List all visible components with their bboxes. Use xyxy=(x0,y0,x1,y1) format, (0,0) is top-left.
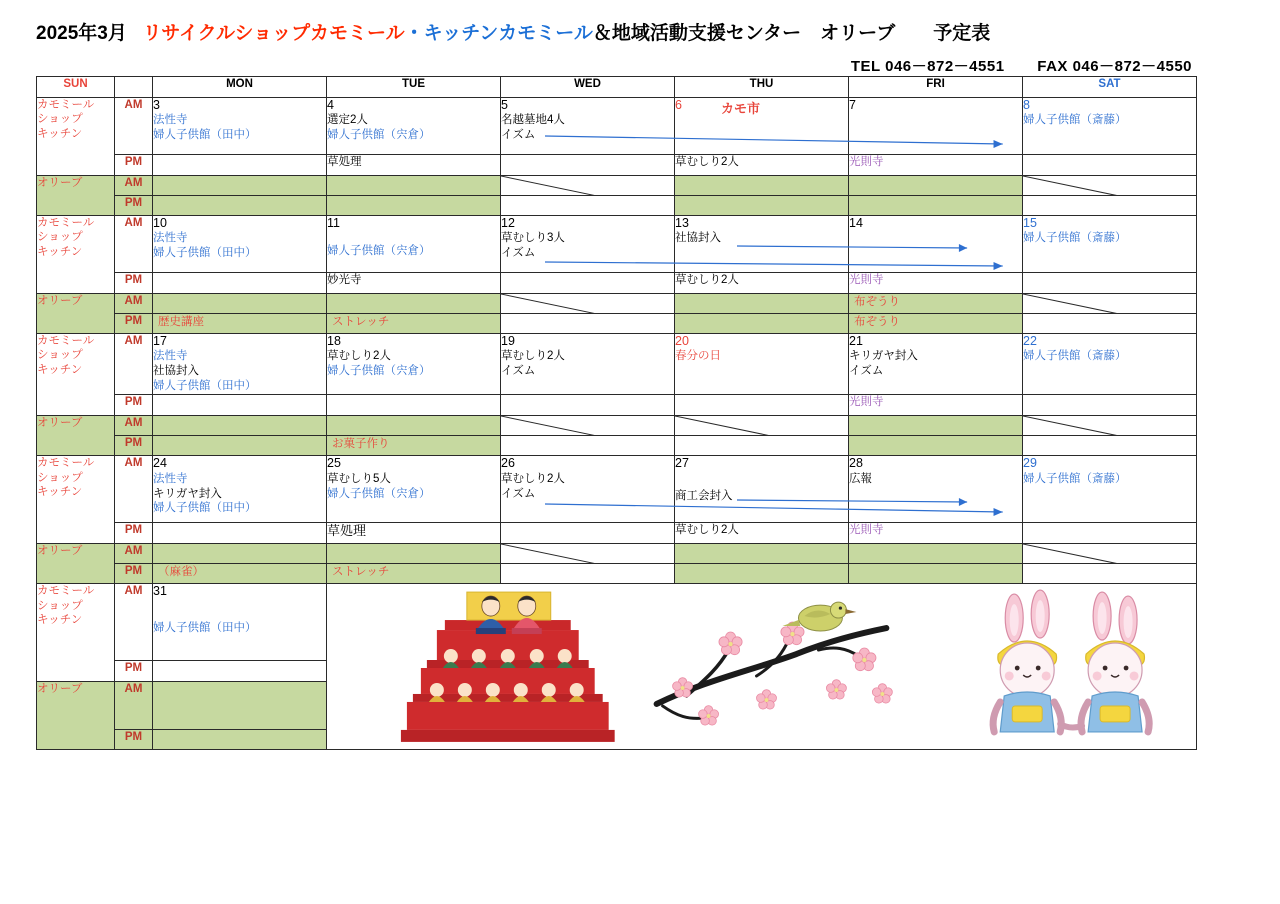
event-text: ストレッチ xyxy=(332,316,390,328)
rabbit-pair-illustration xyxy=(993,590,1149,732)
week-4-pm-row xyxy=(37,523,1197,544)
ampm-pm-1: PM xyxy=(115,155,153,176)
event-text: 婦人子供館（宍倉） xyxy=(327,129,431,142)
day-cell-27[interactable] xyxy=(675,456,849,523)
column-header-sat: SAT xyxy=(1023,77,1197,98)
day-cell-5[interactable] xyxy=(501,98,675,155)
column-header-ampm xyxy=(115,77,153,98)
event-text: 光則寺 xyxy=(849,524,884,537)
event-text: 婦人子供館（斎藤） xyxy=(1023,472,1127,485)
day-number: 21 xyxy=(849,334,863,348)
day-pm-7[interactable] xyxy=(849,155,1023,176)
ampm-olive-am-4: AM xyxy=(115,544,153,564)
label-line-3: キッチン xyxy=(37,613,83,626)
event-text: （麻雀） xyxy=(158,566,204,579)
day-cell-24[interactable] xyxy=(153,456,327,523)
day-cell-3[interactable] xyxy=(153,98,327,155)
day-cell-10[interactable] xyxy=(153,216,327,273)
label-line-2: ショップ xyxy=(37,113,83,126)
ampm-olive-pm-4: PM xyxy=(115,564,153,584)
page-title xyxy=(36,18,1236,45)
column-header-mon: MON xyxy=(153,77,327,98)
day-number: 14 xyxy=(849,216,863,230)
olive-pm-sat-3[interactable] xyxy=(1023,436,1197,456)
olive-am-fri-1[interactable] xyxy=(849,176,1023,196)
plum-branch-illustration xyxy=(657,602,893,725)
week-1-am-row xyxy=(37,98,1197,155)
week-3-olive-am-row xyxy=(37,416,1197,436)
week-3-am-row xyxy=(37,334,1197,395)
day-cell-25[interactable] xyxy=(327,456,501,523)
day-pm-15[interactable] xyxy=(1023,273,1197,294)
event-text: 婦人子供館（宍倉） xyxy=(327,365,431,378)
olive-am-wed-2[interactable] xyxy=(501,294,675,314)
olive-pm-tue-2[interactable] xyxy=(327,314,501,334)
seasonal-illustration xyxy=(327,584,1196,744)
day-cell-20[interactable] xyxy=(675,334,849,395)
olive-am-mon-4[interactable] xyxy=(153,544,327,564)
event-text: 布ぞうり xyxy=(854,316,900,328)
event-text: 婦人子供館（田中） xyxy=(153,247,257,260)
event-text: イズム xyxy=(501,365,536,378)
event-text: 婦人子供館（宍倉） xyxy=(327,487,431,500)
week-2-am-row xyxy=(37,216,1197,273)
week-4-olive-pm-row xyxy=(37,564,1197,584)
ampm-olive-pm-5: PM xyxy=(115,729,153,749)
event-text: キリガヤ封入 xyxy=(849,350,918,363)
day-number: 24 xyxy=(153,456,167,471)
day-number: 17 xyxy=(153,334,167,348)
row-label-olive-3: オリーブ xyxy=(37,416,115,456)
day-number: 19 xyxy=(501,334,515,348)
event-text: 社協封入 xyxy=(153,365,199,378)
event-text: 社協封入 xyxy=(675,232,721,245)
event-text: 草むしり2人 xyxy=(501,350,565,363)
tel-number: TEL 046－872－4551 xyxy=(850,58,1005,75)
event-text: 布ぞうり xyxy=(854,296,900,308)
day-cell-21[interactable] xyxy=(849,334,1023,395)
ampm-pm-5: PM xyxy=(115,661,153,682)
day-number: 20 xyxy=(675,334,689,348)
week-3-pm-row xyxy=(37,395,1197,416)
day-pm-22[interactable] xyxy=(1023,395,1197,416)
olive-am-mon-5[interactable] xyxy=(153,682,327,729)
label-line-2: ショップ xyxy=(37,471,83,484)
row-label-kamomile-3 xyxy=(37,334,115,416)
day-number: 15 xyxy=(1023,216,1037,230)
day-pm-17[interactable] xyxy=(153,395,327,416)
event-text: 光則寺 xyxy=(849,156,884,168)
day-cell-26[interactable] xyxy=(501,456,675,523)
day-number: 11 xyxy=(327,216,340,230)
day-number: 18 xyxy=(327,334,341,348)
olive-am-mon-2[interactable] xyxy=(153,294,327,314)
event-text: 婦人子供館（田中） xyxy=(153,621,257,634)
olive-pm-mon-3[interactable] xyxy=(153,436,327,456)
row-label-kamomile-2 xyxy=(37,216,115,294)
day-pm-26[interactable] xyxy=(501,523,675,544)
day-pm-11[interactable] xyxy=(327,273,501,294)
label-line-3: キッチン xyxy=(37,245,83,258)
day-number: 3 xyxy=(153,98,160,112)
olive-pm-wed-1[interactable] xyxy=(501,196,675,216)
olive-am-sat-2[interactable] xyxy=(1023,294,1197,314)
olive-am-thu-4[interactable] xyxy=(675,544,849,564)
day-pm-18[interactable] xyxy=(327,395,501,416)
event-text: 草むしり5人 xyxy=(327,472,391,485)
olive-am-sat-3[interactable] xyxy=(1023,416,1197,436)
week-3-olive-pm-row xyxy=(37,436,1197,456)
day-cell-22[interactable] xyxy=(1023,334,1197,395)
day-cell-6[interactable] xyxy=(675,98,849,155)
plum-blossoms xyxy=(673,622,893,725)
event-text: 草処理 xyxy=(327,156,362,168)
table-header-row xyxy=(37,77,1197,98)
olive-pm-thu-3[interactable] xyxy=(675,436,849,456)
event-text: 婦人子供館（宍倉） xyxy=(327,245,431,258)
day-cell-4[interactable] xyxy=(327,98,501,155)
olive-am-wed-4[interactable] xyxy=(501,544,675,564)
label-line-3: キッチン xyxy=(37,127,83,140)
ampm-olive-am-5: AM xyxy=(115,682,153,729)
title-olive-center: ＆地域活動支援センター オリーブ 予定表 xyxy=(592,23,991,44)
day-cell-18[interactable] xyxy=(327,334,501,395)
day-number: 7 xyxy=(849,98,856,112)
week-5-am-row xyxy=(37,584,1197,661)
day-pm-20[interactable] xyxy=(675,395,849,416)
ampm-pm-2: PM xyxy=(115,273,153,294)
event-text: 婦人子供館（斎藤） xyxy=(1023,232,1127,245)
day-number: 5 xyxy=(501,98,508,112)
ampm-olive-pm-2: PM xyxy=(115,314,153,334)
week-1-pm-row xyxy=(37,155,1197,176)
event-text: 歴史講座 xyxy=(158,316,204,328)
day-number: 12 xyxy=(501,216,515,230)
event-text: ストレッチ xyxy=(332,566,390,579)
day-cell-7[interactable] xyxy=(849,98,1023,155)
olive-am-tue-2[interactable] xyxy=(327,294,501,314)
fax-number: FAX 046－872－4550 xyxy=(1037,58,1192,75)
event-text: 婦人子供館（斎藤） xyxy=(1023,114,1127,127)
ampm-pm-4: PM xyxy=(115,523,153,544)
ampm-am-5: AM xyxy=(115,584,153,661)
day-pm-6[interactable] xyxy=(675,155,849,176)
column-header-wed: WED xyxy=(501,77,675,98)
ampm-pm-3: PM xyxy=(115,395,153,416)
day-cell-19[interactable] xyxy=(501,334,675,395)
label-line-2: ショップ xyxy=(37,349,83,362)
olive-am-thu-2[interactable] xyxy=(675,294,849,314)
event-text: イズム xyxy=(849,365,884,378)
day-cell-8[interactable] xyxy=(1023,98,1197,155)
olive-am-fri-4[interactable] xyxy=(849,544,1023,564)
ampm-olive-am-3: AM xyxy=(115,416,153,436)
title-recycle-shop: リサイクルショップカモミール xyxy=(142,23,405,44)
olive-pm-mon-2[interactable] xyxy=(153,314,327,334)
olive-pm-fri-4[interactable] xyxy=(849,564,1023,584)
day-pm-29[interactable] xyxy=(1023,523,1197,544)
event-text: 草むしり3人 xyxy=(501,232,565,245)
day-pm-12[interactable] xyxy=(501,273,675,294)
day-number: 22 xyxy=(1023,334,1037,348)
day-cell-12[interactable] xyxy=(501,216,675,273)
ampm-am-1: AM xyxy=(115,98,153,155)
olive-pm-sat-2[interactable] xyxy=(1023,314,1197,334)
event-text: 妙光寺 xyxy=(327,274,362,286)
olive-pm-mon-1[interactable] xyxy=(153,196,327,216)
event-text: 法性寺 xyxy=(153,114,188,127)
ampm-am-2: AM xyxy=(115,216,153,273)
row-label-olive-2: オリーブ xyxy=(37,294,115,334)
ampm-olive-am-2: AM xyxy=(115,294,153,314)
label-line-1: カモミール xyxy=(37,457,95,470)
day-pm-24[interactable] xyxy=(153,523,327,544)
label-line-2: ショップ xyxy=(37,599,83,612)
row-label-kamomile-5 xyxy=(37,584,115,682)
illustration-area xyxy=(327,584,1197,749)
day-number: 26 xyxy=(501,456,515,471)
olive-pm-tue-3[interactable] xyxy=(327,436,501,456)
event-text: 商工会封入 xyxy=(675,489,733,502)
label-line-1: カモミール xyxy=(37,585,95,598)
week-4-olive-am-row xyxy=(37,544,1197,564)
day-pm-31[interactable] xyxy=(153,661,327,682)
olive-pm-wed-3[interactable] xyxy=(501,436,675,456)
day-cell-31[interactable] xyxy=(153,584,327,661)
olive-am-tue-1[interactable] xyxy=(327,176,501,196)
week-2-olive-am-row xyxy=(37,294,1197,314)
event-text: キリガヤ封入 xyxy=(153,487,222,500)
olive-pm-thu-4[interactable] xyxy=(675,564,849,584)
day-pm-8[interactable] xyxy=(1023,155,1197,176)
day-pm-10[interactable] xyxy=(153,273,327,294)
event-text: イズム xyxy=(501,487,536,500)
olive-am-wed-1[interactable] xyxy=(501,176,675,196)
event-text: 光則寺 xyxy=(849,396,884,409)
event-text: イズム xyxy=(501,247,536,260)
olive-pm-mon-5[interactable] xyxy=(153,729,327,749)
day-pm-19[interactable] xyxy=(501,395,675,416)
olive-pm-tue-4[interactable] xyxy=(327,564,501,584)
event-text: 春分の日 xyxy=(675,350,721,363)
week-2-pm-row xyxy=(37,273,1197,294)
title-kitchen: キッチンカモミール xyxy=(423,23,593,44)
label-line-1: カモミール xyxy=(37,99,95,111)
day-pm-4[interactable] xyxy=(327,155,501,176)
day-number: 25 xyxy=(327,456,341,471)
row-label-kamomile-4 xyxy=(37,456,115,544)
label-line-1: カモミール xyxy=(37,335,95,347)
day-pm-13[interactable] xyxy=(675,273,849,294)
day-number: 28 xyxy=(849,456,863,471)
event-text: 婦人子供館（田中） xyxy=(153,129,257,142)
olive-pm-wed-4[interactable] xyxy=(501,564,675,584)
week-1-olive-am-row xyxy=(37,176,1197,196)
day-number: 13 xyxy=(675,216,689,230)
olive-pm-tue-1[interactable] xyxy=(327,196,501,216)
olive-pm-fri-2[interactable] xyxy=(849,314,1023,334)
olive-pm-sat-1[interactable] xyxy=(1023,196,1197,216)
label-line-3: キッチン xyxy=(37,485,83,498)
event-text: 法性寺 xyxy=(153,472,188,485)
week-4-am-row xyxy=(37,456,1197,523)
event-text: 法性寺 xyxy=(153,350,188,363)
olive-pm-wed-2[interactable] xyxy=(501,314,675,334)
day-number: 6 xyxy=(675,98,682,112)
event-text: イズム xyxy=(501,129,536,142)
day-number: 8 xyxy=(1023,98,1030,112)
event-text: 光則寺 xyxy=(849,274,884,286)
event-text: 草むしり2人 xyxy=(501,472,565,485)
row-label-olive-1: オリーブ xyxy=(37,176,115,216)
row-label-olive-4: オリーブ xyxy=(37,544,115,584)
column-header-fri: FRI xyxy=(849,77,1023,98)
event-text: カモ市 xyxy=(721,101,761,116)
event-text: 婦人子供館（田中） xyxy=(153,502,257,515)
event-text: 婦人子供館（斎藤） xyxy=(1023,350,1127,363)
ampm-olive-pm-1: PM xyxy=(115,196,153,216)
olive-am-sat-1[interactable] xyxy=(1023,176,1197,196)
day-number: 27 xyxy=(675,456,689,471)
event-text: 草むしり2人 xyxy=(675,156,739,168)
event-text: 草むしり2人 xyxy=(675,274,739,286)
event-text: 草むしり2人 xyxy=(327,350,391,363)
olive-am-thu-3[interactable] xyxy=(675,416,849,436)
olive-am-fri-3[interactable] xyxy=(849,416,1023,436)
ampm-am-3: AM xyxy=(115,334,153,395)
day-number: 31 xyxy=(153,584,167,599)
day-pm-21[interactable] xyxy=(849,395,1023,416)
day-number: 4 xyxy=(327,98,334,112)
title-dot: ・ xyxy=(404,23,424,44)
day-cell-14[interactable] xyxy=(849,216,1023,273)
olive-am-thu-1[interactable] xyxy=(675,176,849,196)
day-cell-28[interactable] xyxy=(849,456,1023,523)
olive-pm-thu-2[interactable] xyxy=(675,314,849,334)
olive-pm-sat-4[interactable] xyxy=(1023,564,1197,584)
day-pm-3[interactable] xyxy=(153,155,327,176)
label-line-2: ショップ xyxy=(37,231,83,244)
olive-am-fri-2[interactable] xyxy=(849,294,1023,314)
olive-am-tue-3[interactable] xyxy=(327,416,501,436)
week-1-olive-pm-row xyxy=(37,196,1197,216)
day-cell-29[interactable] xyxy=(1023,456,1197,523)
event-text: 婦人子供館（田中） xyxy=(153,380,257,393)
label-line-3: キッチン xyxy=(37,363,83,376)
day-pm-27[interactable] xyxy=(675,523,849,544)
day-pm-28[interactable] xyxy=(849,523,1023,544)
olive-am-sat-4[interactable] xyxy=(1023,544,1197,564)
olive-pm-fri-1[interactable] xyxy=(849,196,1023,216)
day-pm-14[interactable] xyxy=(849,273,1023,294)
event-text: 名越墓地4人 xyxy=(501,114,565,127)
contact-row xyxy=(851,55,1192,76)
title-month: 2025年3月 xyxy=(36,23,127,44)
day-cell-17[interactable] xyxy=(153,334,327,395)
column-header-sun: SUN xyxy=(37,77,115,98)
row-label-olive-5: オリーブ xyxy=(37,682,115,749)
label-line-1: カモミール xyxy=(37,217,95,229)
row-label-kamomile-1 xyxy=(37,98,115,176)
day-number: 29 xyxy=(1023,456,1037,471)
event-text: 選定2人 xyxy=(327,114,368,127)
olive-am-mon-1[interactable] xyxy=(153,176,327,196)
day-cell-15[interactable] xyxy=(1023,216,1197,273)
ampm-am-4: AM xyxy=(115,456,153,523)
olive-am-mon-3[interactable] xyxy=(153,416,327,436)
monthly-schedule-table xyxy=(36,76,1197,750)
hina-doll-illustration xyxy=(401,592,615,742)
column-header-tue: TUE xyxy=(327,77,501,98)
olive-am-tue-4[interactable] xyxy=(327,544,501,564)
olive-pm-fri-3[interactable] xyxy=(849,436,1023,456)
day-number: 10 xyxy=(153,216,167,230)
event-text: 草処理 xyxy=(327,523,367,539)
olive-pm-mon-4[interactable] xyxy=(153,564,327,584)
day-pm-5[interactable] xyxy=(501,155,675,176)
ampm-olive-am-1: AM xyxy=(115,176,153,196)
event-text: 草むしり2人 xyxy=(675,524,739,537)
day-pm-25[interactable] xyxy=(327,523,501,544)
event-text: 広報 xyxy=(849,472,872,485)
week-2-olive-pm-row xyxy=(37,314,1197,334)
event-text: お菓子作り xyxy=(332,438,390,451)
olive-am-wed-3[interactable] xyxy=(501,416,675,436)
ampm-olive-pm-3: PM xyxy=(115,436,153,456)
day-cell-11[interactable] xyxy=(327,216,501,273)
day-cell-13[interactable] xyxy=(675,216,849,273)
column-header-thu: THU xyxy=(675,77,849,98)
event-text: 法性寺 xyxy=(153,232,188,245)
olive-pm-thu-1[interactable] xyxy=(675,196,849,216)
